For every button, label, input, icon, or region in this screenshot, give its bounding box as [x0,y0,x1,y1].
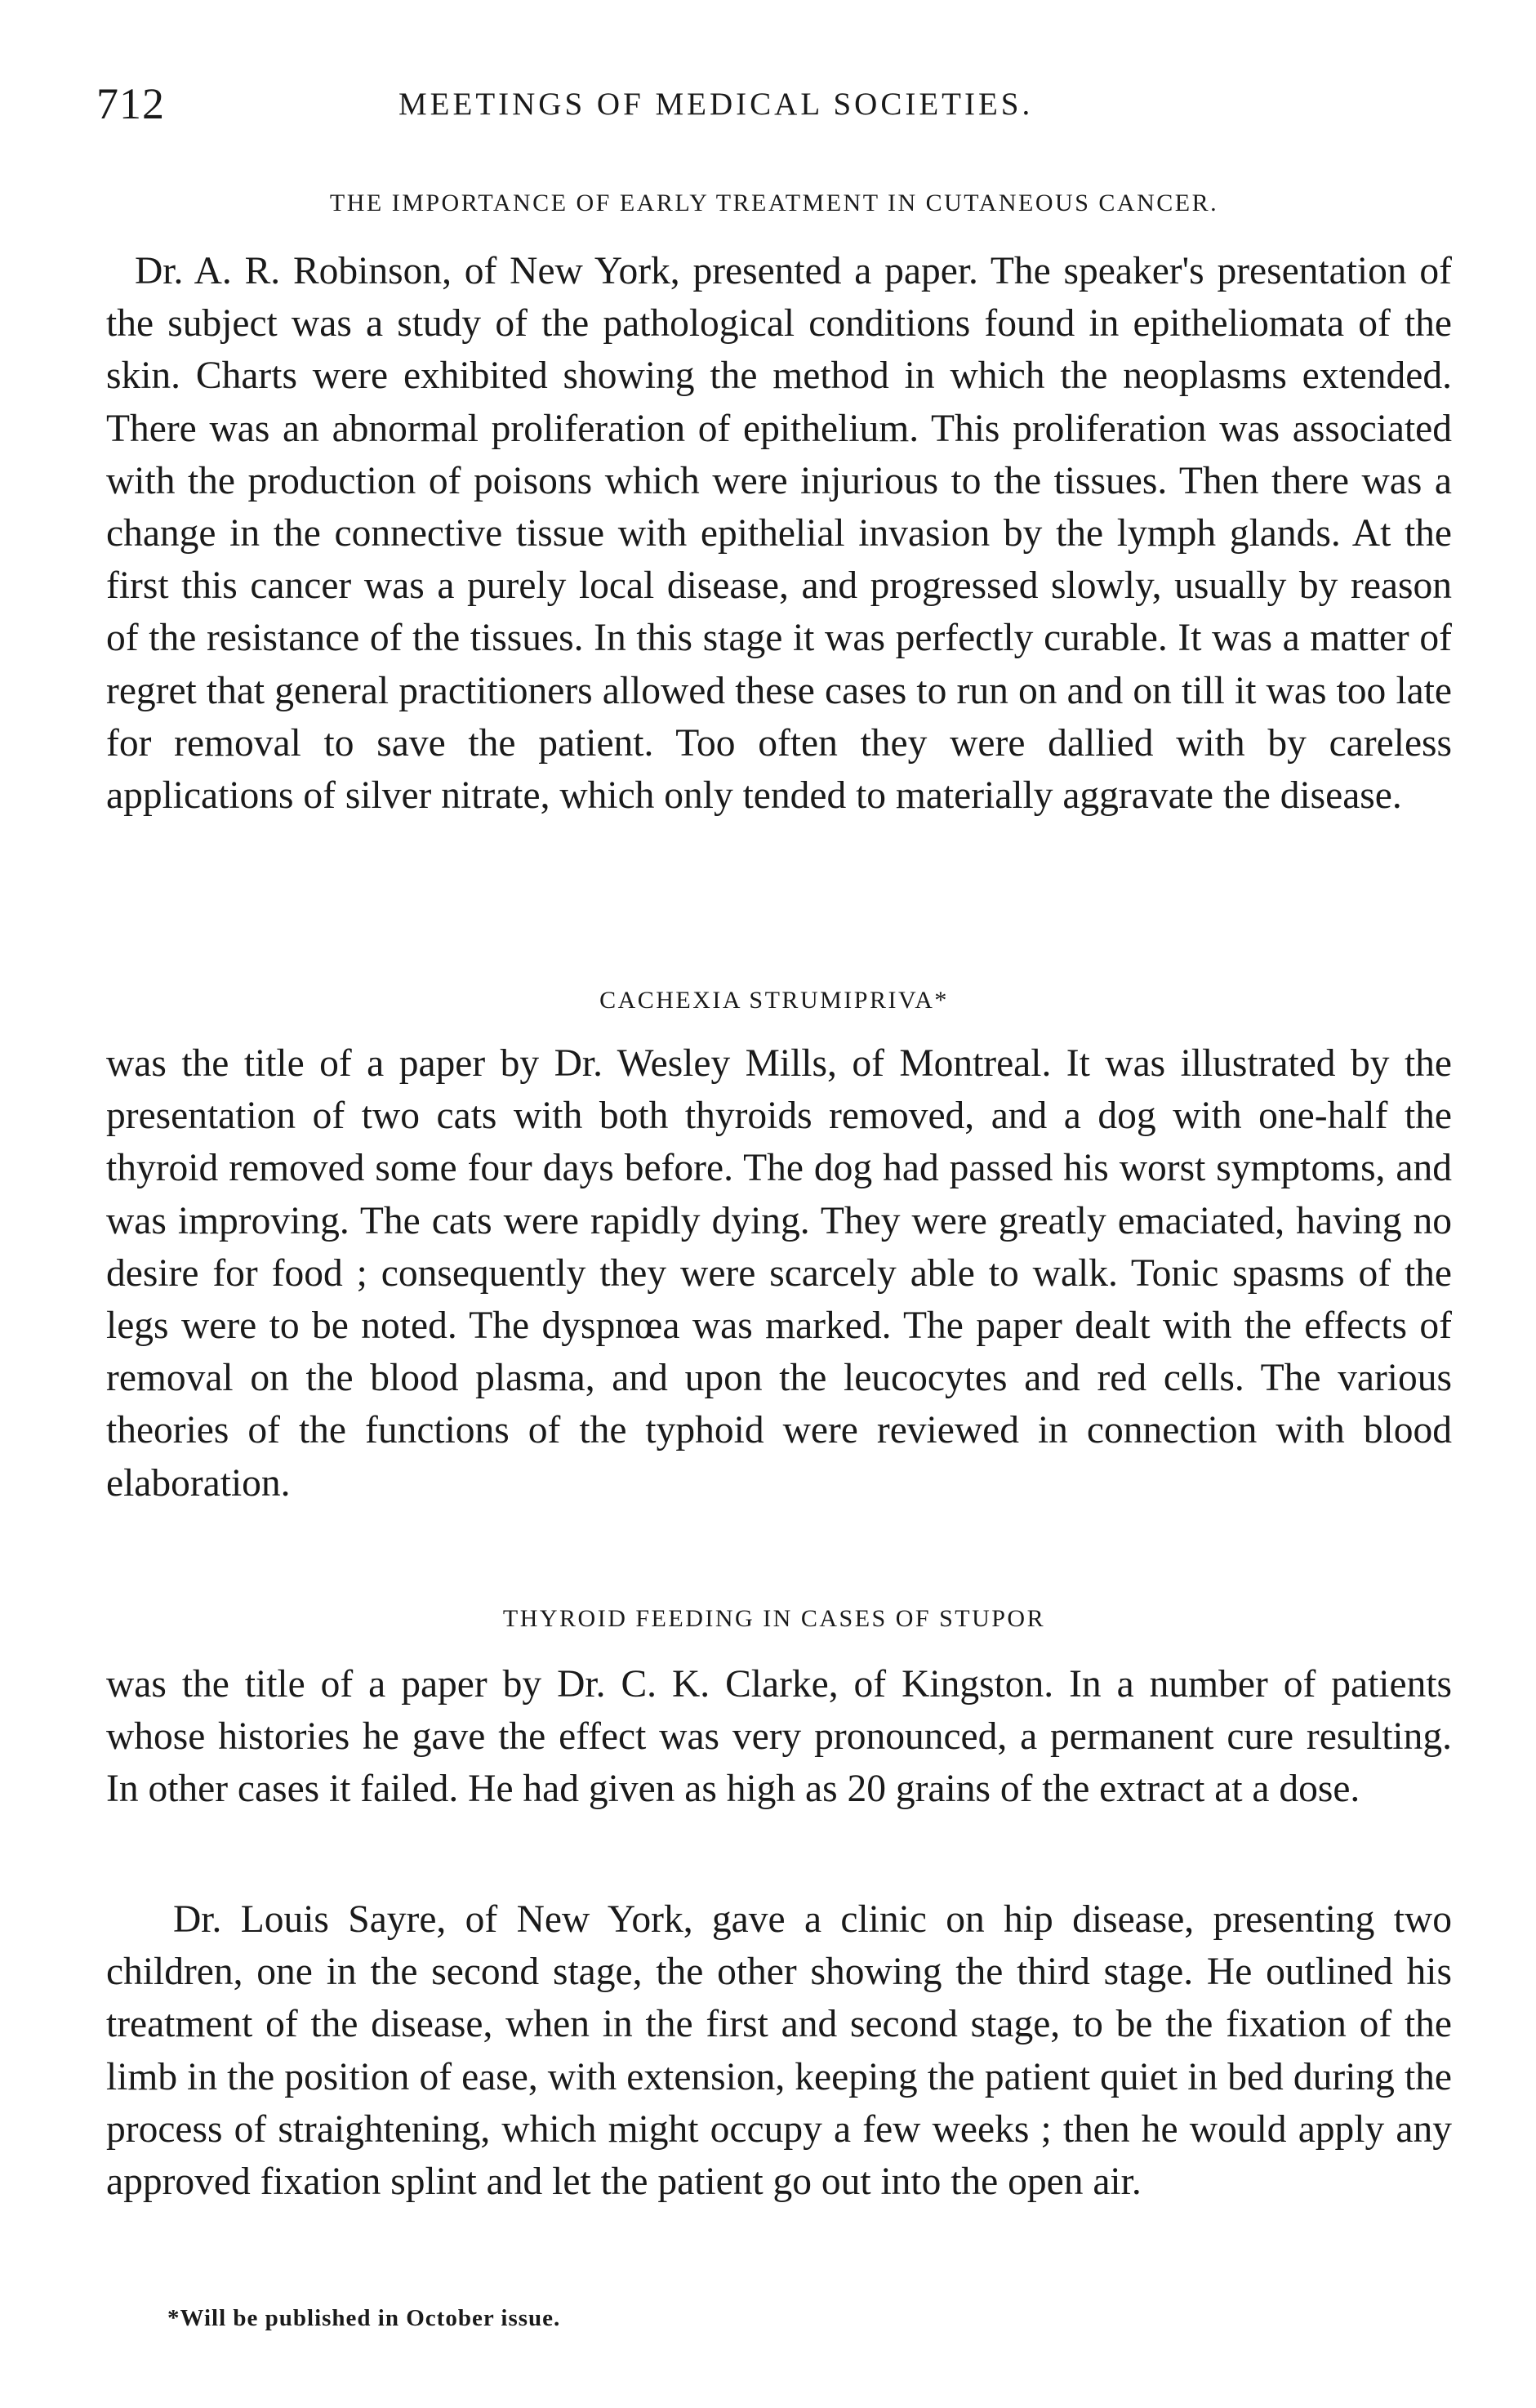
running-title: MEETINGS OF MEDICAL SOCIETIES. [398,87,1034,122]
paragraph-mills: was the title of a paper by Dr. Wesley Mills, of Montreal. It was illustrated by the presentation of two cats with both thyroids removed, and a dog with one-half the thyroid removed some four days before. The dog had passed his worst symptoms, and was improving. The cats were rapidly dying. They were greatly emaciated, having no desire for food ; consequently they were scarcely able to walk. Tonic spasms of the legs were to be noted. The dyspnœa was marked. The paper dealt with the effects of removal on the blood plasma, and upon the leucocytes and red cells. The various theories of the functions of the typhoid were reviewed in connection with blood elaboration. [106,1042,1452,1505]
running-head [96,75,1452,132]
section-heading-cutaneous-cancer: THE IMPORTANCE OF EARLY TREATMENT IN CUTANEOUS CANCER. [329,190,1219,216]
paragraph-robinson: Dr. A. R. Robinson, of New York, presented a paper. The speaker's presentation of the subject was a study of the pathological conditions found in epitheliomata of the skin. Charts were exhibited showing the method in which the neoplasms extended. There was an abnormal proliferation of epithelium. This proliferation was associated with the production of poisons which were injurious to the tissues. Then there was a change in the connective tissue with epithelial invasion by the lymph glands. At the first this cancer was a purely local disease, and progressed slowly, usually by reason of the resistance of the tissues. In this stage it was perfectly curable. It was a matter of regret that general practitioners allowed these cases to run on and on till it was too late for removal to save the patient. Too often they were dallied with by careless applications of silver nitrate, which only tended to materially aggravate the disease. [106,250,1452,818]
footnote: *Will be published in October issue. [167,2305,561,2331]
paragraph-sayre: Dr. Louis Sayre, of New York, gave a clinic on hip disease, presenting two children, one in the second stage, the other showing the third stage. He outlined his treatment of the disease, when in the first and second stage, to be the fixation of the limb in the position of ease, with extension, keeping the patient quiet in bed during the process of straightening, which might occupy a few weeks ; then he would apply any approved fixation splint and let the patient go out into the open air. [106,1898,1452,2204]
section-heading-thyroid-feeding: THYROID FEEDING IN CASES OF STUPOR [502,1605,1046,1632]
page-number: 712 [96,79,165,128]
section-heading-cachexia-strumipriva: CACHEXIA STRUMIPRIVA* [599,987,949,1014]
paragraph-clarke: was the title of a paper by Dr. C. K. Clarke, of Kingston. In a number of patients whose histories he gave the effect was very pronounced, a permanent cure resulting. In other cases it failed. He had given as high as 20 grains of the extract at a dose. [106,1663,1452,1811]
